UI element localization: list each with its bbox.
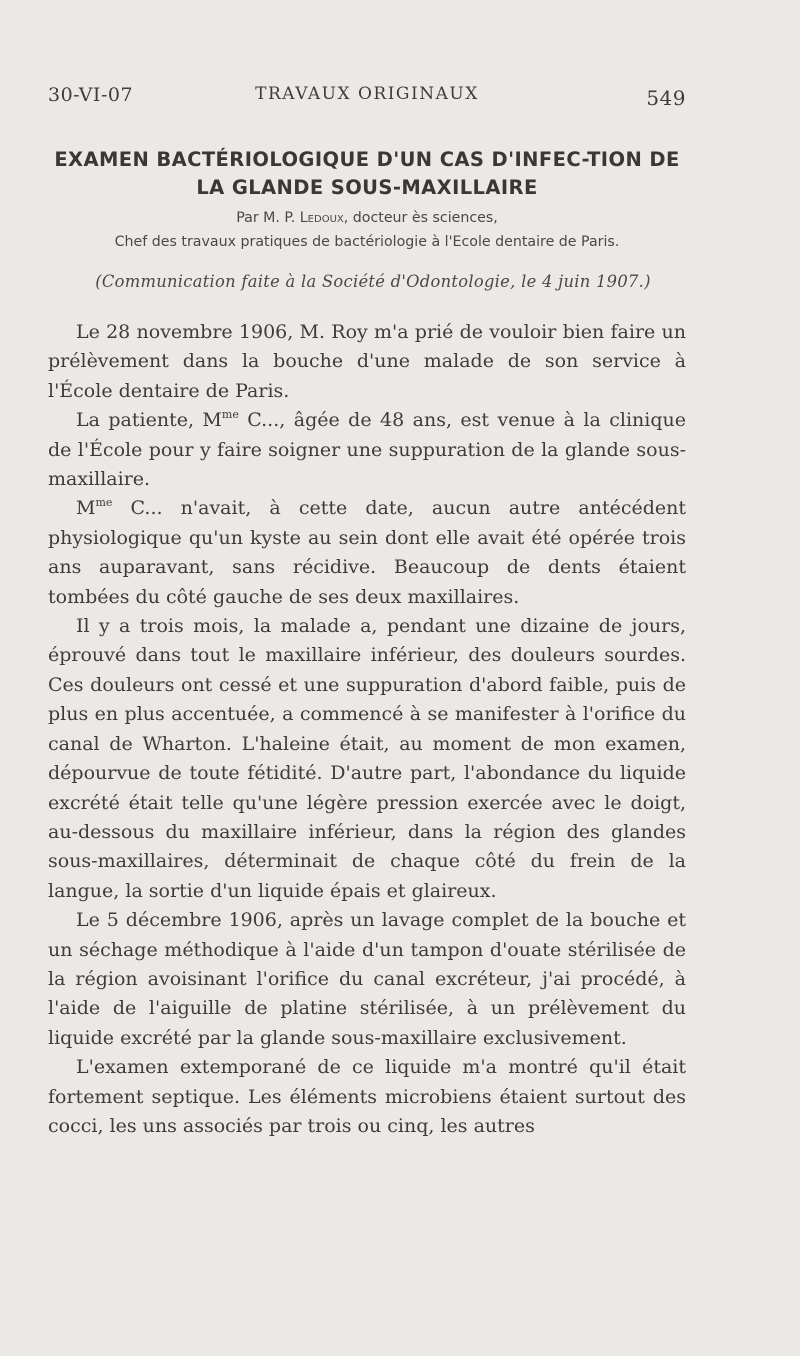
paragraph: L'examen extemporané de ce liquide m'a montré qu'il était fortement septique. Les éléments microbiens étaient surtout des cocci, les uns associés par trois ou cinq, les autres [48, 1056, 686, 1137]
issue-date: 30-VI-07 [48, 84, 134, 106]
running-head [48, 84, 686, 114]
author-prefix: Par M. P. [236, 210, 300, 226]
superscript: me [95, 496, 113, 510]
author-affiliation: Chef des travaux pratiques de bactériologie à l'Ecole dentaire de Paris. [114, 234, 620, 250]
article-title: EXAMEN BACTÉRIOLOGIQUE D'UN CAS D'INFEC-TION DE LA GLANDE SOUS-MAXILLAIRE [54, 148, 680, 199]
article-body [48, 318, 686, 1141]
author-suffix: , docteur ès sciences, [343, 210, 498, 226]
superscript: me [221, 408, 239, 422]
byline [48, 206, 686, 254]
communication-note: (Communication faite à la Société d'Odontologie, le 4 juin 1907.) [95, 272, 651, 291]
paragraph: Il y a trois mois, la malade a, pendant une dizaine de jours, éprouvé dans tout le maxillaire inférieur, des douleurs sourdes. Ces douleurs ont cessé et une suppuration d'abord faible, puis de plus en plus accentuée, a commencé à se manifester à l'orifice du canal de Wharton. L'haleine était, au moment de mon examen, dépourvue de toute fétidité. D'autre part, l'abondance du liquide excrété était telle qu'une légère pression exercée avec le doigt, au-dessous du maxillaire inférieur, dans la région des glandes sous-maxillaires, déterminait de chaque côté du frein de la langue, la sortie d'un liquide épais et glaireux. [48, 615, 686, 902]
paragraph: Le 5 décembre 1906, après un lavage complet de la bouche et un séchage méthodique à l'aide d'un tampon d'ouate stérilisée de la région avoisinant l'orifice du canal excréteur, j'ai procédé, à l'aide de l'aiguille de platine stérilisée, à un prélèvement du liquide excrété par la glande sous-maxillaire exclusivement. [48, 909, 686, 1049]
section-title: TRAVAUX ORIGINAUX [255, 84, 479, 104]
author-line [48, 206, 686, 230]
page-number: 549 [646, 86, 686, 110]
paragraph: $M^{me}$ C... n'avait, à cette date, aucun autre antécédent physiologique qu'un kyste au sein dont elle avait été opérée trois ans auparavant, sans récidive. Beaucoup de dents étaient tombées du côté gauche de ses deux maxillaires. [48, 496, 686, 608]
paragraph: Le 28 novembre 1906, M. Roy m'a prié de vouloir bien faire un prélèvement dans la bouche d'une malade de son service à l'École dentaire de Paris. [48, 321, 686, 402]
author-name: Ledoux [299, 210, 344, 226]
paragraph: La patiente, $M^{me}$ C..., âgée de 48 ans, est venue à la clinique de l'École pour y faire soigner une suppuration de la glande sous-maxillaire. [48, 408, 686, 491]
